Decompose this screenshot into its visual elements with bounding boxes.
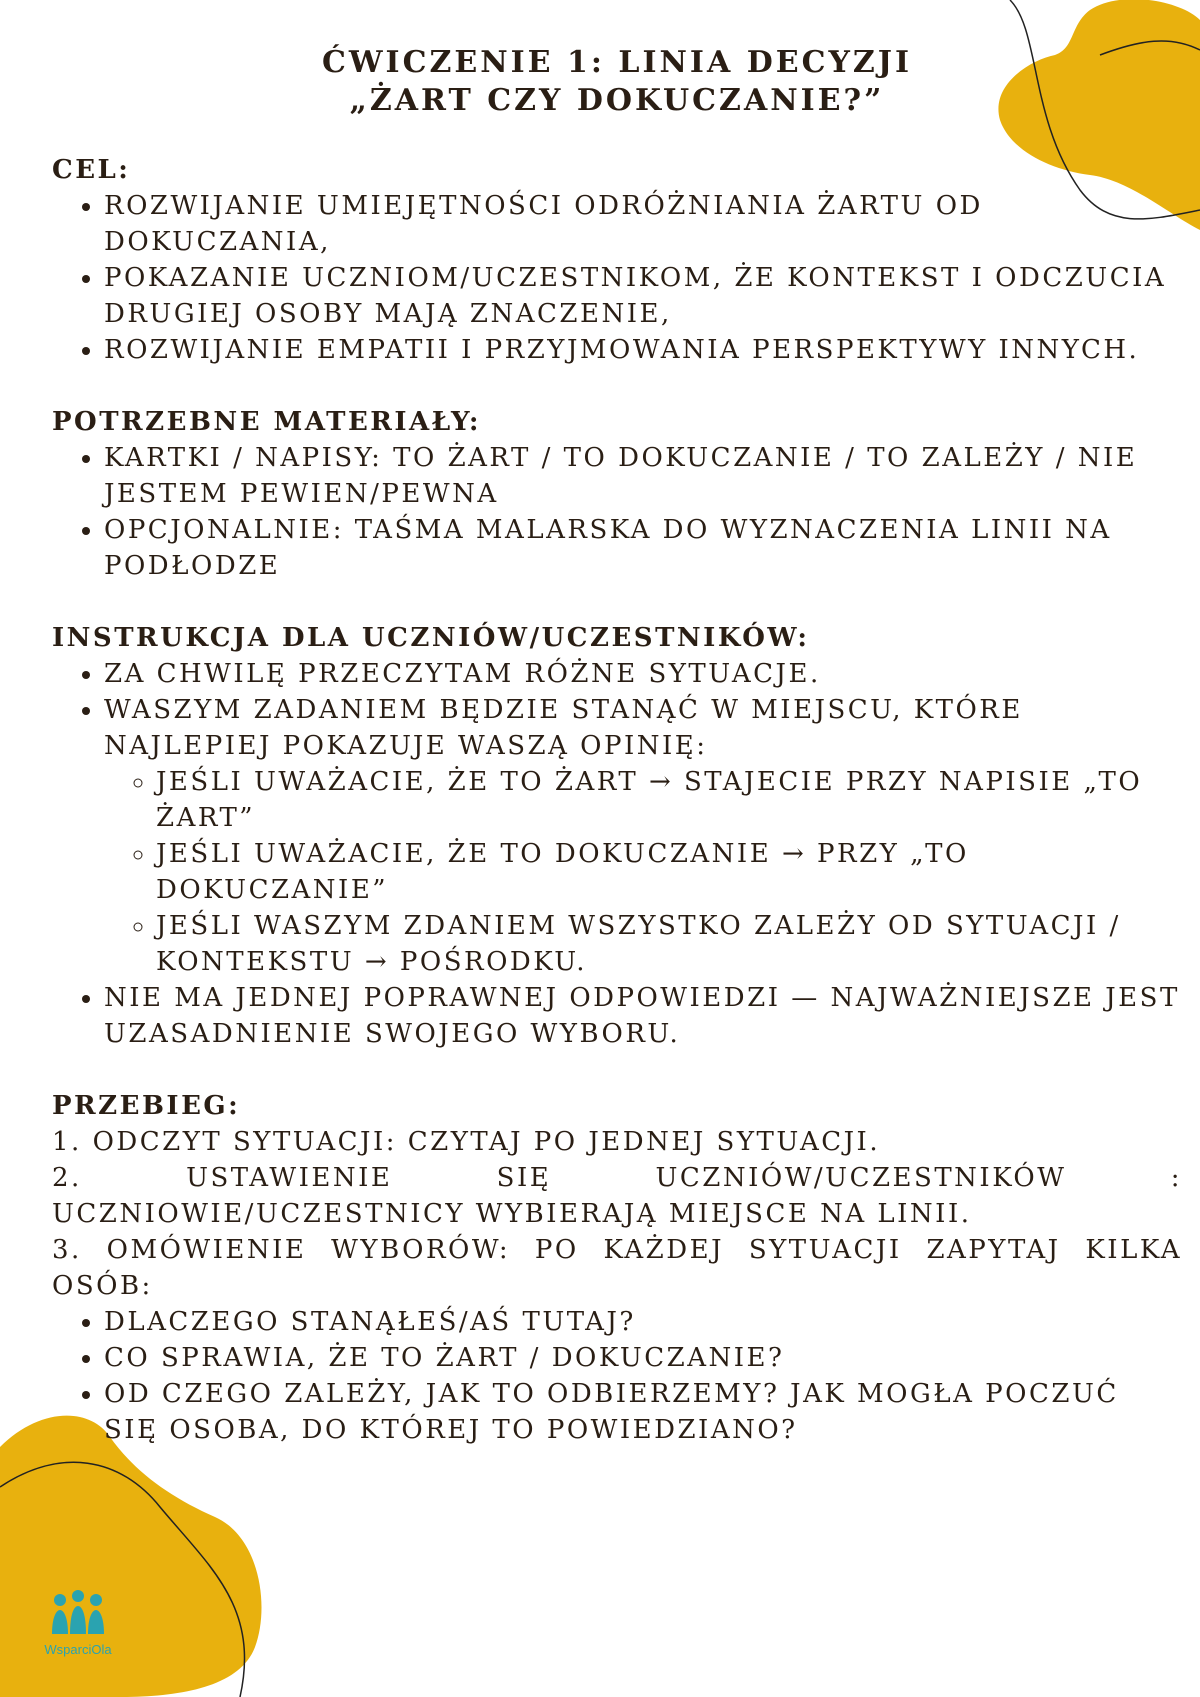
cel-list [52,188,1182,368]
list-item: • POKAZANIE UCZNIOM/UCZESTNIKOM, ŻE KONTEKST I ODCZUCIA DRUGIEJ OSOBY MAJĄ ZNACZENIE, [104,260,1182,332]
instrukcja-heading: INSTRUKCJA DLA UCZNIÓW/UCZESTNIKÓW: [52,623,810,653]
instrukcja-list [52,656,1182,1052]
brand-logo [28,1590,128,1657]
list-item [104,692,1182,980]
page-title [52,44,1182,120]
list-item: • OPCJONALNIE: TAŚMA MALARSKA DO WYZNACZENIA LINII NA PODŁODZE [104,512,1182,584]
przebieg-step-3: 3. OMÓWIENIE WYBORÓW: PO KAŻDEJ SYTUACJI ZAPYTAJ KILKA OSÓB: [52,1235,1182,1301]
przebieg-step-1: 1. ODCZYT SYTUACJI: CZYTAJ PO JEDNEJ SYTUACJI. [52,1127,881,1157]
przebieg-heading: PRZEBIEG: [52,1091,241,1121]
logo-text: WsparciOla [44,1642,112,1657]
people-icon [46,1590,110,1636]
list-item: • OD CZEGO ZALEŻY, JAK TO ODBIERZEMY? JAK MOGŁA POCZUĆ SIĘ OSOBA, DO KTÓREJ TO POWIEDZIANO? [104,1376,1182,1448]
list-item: • ZA CHWILĘ PRZECZYTAM RÓŻNE SYTUACJE. [104,656,1182,692]
worksheet [52,44,1182,1448]
sublist-item: ◦ JEŚLI UWAŻACIE, ŻE TO ŻART → STAJECIE PRZY NAPISIE „TO ŻART” [156,764,1182,836]
list-item: • DLACZEGO STANĄŁEŚ/AŚ TUTAJ? [104,1304,1182,1340]
list-item: • KARTKI / NAPISY: TO ŻART / TO DOKUCZANIE / TO ZALEŻY / NIE JESTEM PEWIEN/PEWNA [104,440,1182,512]
list-item: • ROZWIJANIE UMIEJĘTNOŚCI ODRÓŻNIANIA ŻARTU OD DOKUCZANIA, [104,188,1182,260]
przebieg-questions [52,1304,1182,1448]
list-item: • NIE MA JEDNEJ POPRAWNEJ ODPOWIEDZI — NAJWAŻNIEJSZE JEST UZASADNIENIE SWOJEGO WYBORU. [104,980,1182,1052]
list-item: • ROZWIJANIE EMPATII I PRZYJMOWANIA PERSPEKTYWY INNYCH. [104,332,1182,368]
przebieg-step-2: 2. USTAWIENIE SIĘ UCZNIÓW/UCZESTNIKÓW : UCZNIOWIE/UCZESTNICY WYBIERAJĄ MIEJSCE NA LINII. [52,1163,1182,1229]
title-line-2: „ŻART CZY DOKUCZANIE?” [349,83,885,118]
cel-heading: CEL: [52,155,131,185]
materialy-heading: POTRZEBNE MATERIAŁY: [52,407,481,437]
sublist-item: ◦ JEŚLI UWAŻACIE, ŻE TO DOKUCZANIE → PRZY „TO DOKUCZANIE” [156,836,1182,908]
sublist-item: ◦ JEŚLI WASZYM ZDANIEM WSZYSTKO ZALEŻY OD SYTUACJI / KONTEKSTU → POŚRODKU. [156,908,1182,980]
materialy-list [52,440,1182,584]
list-item-text: WASZYM ZADANIEM BĘDZIE STANĄĆ W MIEJSCU, KTÓRE NAJLEPIEJ POKAZUJE WASZĄ OPINIĘ: [104,695,1023,761]
list-item: • CO SPRAWIA, ŻE TO ŻART / DOKUCZANIE? [104,1340,1182,1376]
title-line-1: ĆWICZENIE 1: LINIA DECYZJI [321,45,912,80]
instrukcja-sublist [104,764,1182,980]
